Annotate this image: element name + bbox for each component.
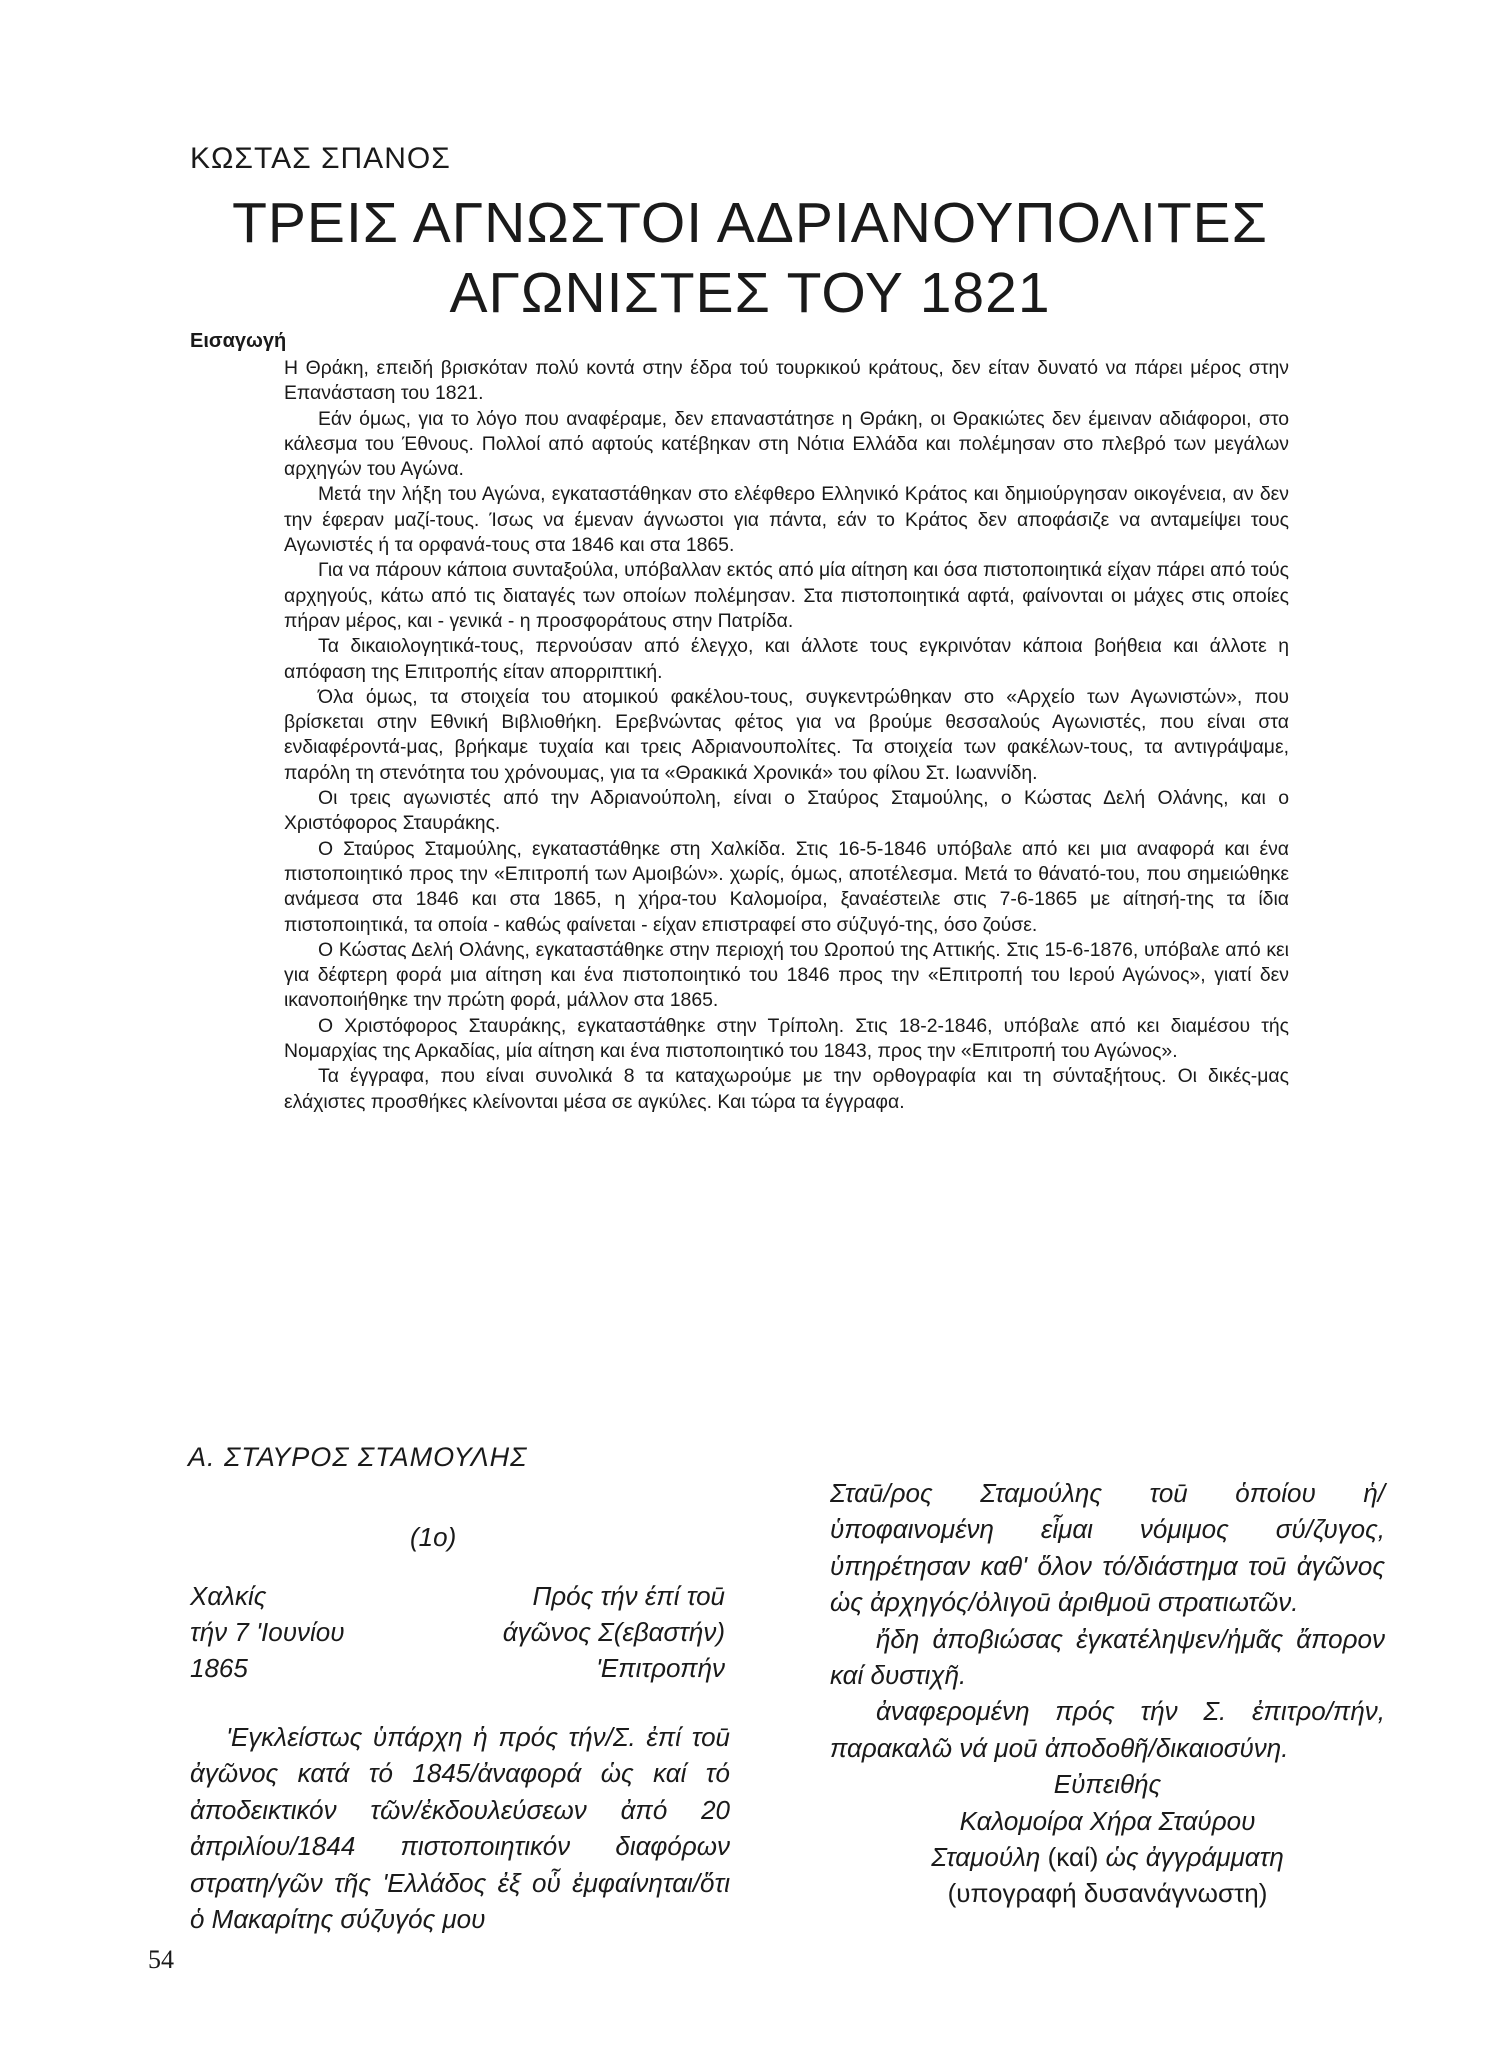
intro-paragraph: Για να πάρουν κάποια συνταξούλα, υπόβαλλαν εκτός από μία αίτηση και όσα πιστοποιητικά είχαν πάρει από τούς αρχηγούς, κάτω από τις διαταγές των οποίων πολέμησαν. Στα πιστοποιητικά αφτά, φαίνονται οι μάχες στις οποίες πήραν μέρος, και - γενικά - η προσφοράτους στην Πατρίδα. [284,559,1289,632]
intro-paragraph: Τα δικαιολογητικά-τους, περνούσαν από έλεγχο, και άλλοτε τους εγκρινόταν κάποια βοήθεια και άλλοτε η απόφαση της Επιτροπής είταν απορριπτική. [284,635,1289,683]
section-title: Α. ΣΤΑΥΡΟΣ ΣΤΑΜΟΥΛΗΣ [188,1442,528,1472]
article-title [160,188,1340,328]
page-number: 54 [148,1945,174,1974]
intro-paragraph: Οι τρεις αγωνιστές από την Αδριανούπολη, είναι ο Σταύρος Σταμούλης, ο Κώστας Δελή Ολάνης, και ο Χριστόφορος Σταυράκης. [284,787,1289,835]
document-paragraph: ἀναφερομένη πρός τήν Σ. ἐπιτρο/πήν, παρακαλῶ νά μοū ἀποδοθῆ/δικαιοσύνη. [830,1696,1385,1763]
signature-note: (υπογραφή δυσανάγνωστη) [947,1878,1268,1909]
closing-word: Εὐπειθής [1053,1769,1162,1800]
addressee-line: 'Επιτροπήν [595,1653,725,1683]
addressee-line: Πρός τήν έπί τοū [532,1581,725,1611]
intro-paragraph: Ο Χριστόφορος Σταυράκης, εγκαταστάθηκε στην Τρίπολη. Στις 18-2-1846, υπόβαλε από κει διαμέσου τής Νομαρχίας της Αρκαδίας, μία αίτηση και ένα πιστοποιητικό του 1843, προς την «Επιτροπή του Αγώνος». [284,1014,1289,1063]
intro-paragraph: Όλα όμως, τα στοιχεία του ατομικού φακέλου-τους, συγκεντρώθηκαν στο «Αρχείο των Αγωνιστών», που βρίσκεται στην Εθνική Βιβλιοθήκη. Ερεβνώντας φέτος για να βρούμε θεσσαλούς Αγωνιστές, που είναι στα ενδιαφέροντά-μας, βρήκαμε τυχαία και τρεις Αδριανουπολίτες. Τα στοιχεία των φακέλων-τους, τα αντιγράψαμε, παρόλη τη στενότητα του χρόνουμας, για τα «Θρακικά Χρονικά» του φίλου Στ. Ιωαννίδη. [284,685,1289,784]
document-text-right [830,1475,1385,1912]
document-paragraph: 'Εγκλείστως ὑπάρχη ἡ πρός τήν/Σ. ἐπί τοū ἀγῶνος κατά τό 1845/ἀναφορά ὡς καί τό ἀποδεικτικόν τῶν/ἐκδουλεύσεων ἀπό 20 ἀπριλίου/1844 πιστοποιητικόν διαφόρων στρατη/γῶν τῆς 'Ελλάδος ἐξ οὗ ἐμφαίνηται/ὅτι ὁ Μακαρίτης σύζυγός μου [190,1722,730,1935]
document-text-left [190,1719,730,1937]
intro-paragraph: Ο Σταύρος Σταμούλης, εγκαταστάθηκε στη Χαλκίδα. Στις 16-5-1846 υπόβαλε από κει μια αναφορά και ένα πιστοποιητικό προς την «Επιτροπή των Αμοιβών». χωρίς, όμως, αποτέλεσμα. Μετά το θάνατό-του, που σημειώθηκε ανάμεσα στα 1846 και στα 1865, η χήρα-του Καλομοίρα, ξαναέστειλε στις 7-6-1865 με αίτησή-της τα ίδια πιστοποιητικά, τα οποία - καθώς φαίνεται - είχαν επιστραφεί στο σύζυγό-της, όσο ζούσε. [284,837,1289,936]
document-place-date [190,1578,430,1686]
intro-paragraph: Εάν όμως, για το λόγο που αναφέραμε, δεν επαναστάτησε η Θράκη, οι Θρακιώτες δεν έμειναν αδιάφοροι, στο κάλεσμα του Έθνους. Πολλοί από αφτούς κατέβηκαν στη Νότια Ελλάδα και πολέμησαν στο πλεβρό των μεγάλων αρχηγών του Αγώνα. [284,407,1289,481]
intro-paragraph: Μετά την λήξη του Αγώνα, εγκαταστάθηκαν στο ελέφθερο Ελληνικό Κράτος και δημιούργησαν οικογένεια, αν δεν την έφεραν μαζί-τους. Ίσως να έμεναν άγνωστοι για πάντα, εάν το Κράτος δεν αποφάσιζε να ανταμείψει τους Αγωνιστές ή τα ορφανά-τους στα 1846 και στα 1865. [284,483,1289,557]
intro-heading: Εισαγωγή [190,330,287,352]
intro-paragraph: Ο Κώστας Δελή Ολάνης, εγκαταστάθηκε στην περιοχή του Ωροπού της Αττικής. Στις 15-6-1876, υπόβαλε από κει για δέφτερη φορά μια αίτηση και ένα πιστοποιητικό του 1846 προς την «Επιτροπή του Ιερού Αγώνος», γιατί δεν ικανοποιήθηκε την πρώτη φορά, μάλλον στα 1865. [284,938,1289,1012]
signature-line: Καλομοίρα Χήρα Σταύρου [959,1805,1256,1836]
year-line: 1865 [190,1653,248,1683]
signature-line-2 [830,1839,1385,1875]
intro-paragraph: Τα έγγραφα, που είναι συνολικά 8 τα καταχωρούμε με την ορθογραφία και τη σύνταξήτους. Οι δικές-μας ελάχιστες προσθήκες κλείνονται μέσα σε αγκύλες. Και τώρα τα έγγραφα. [284,1065,1289,1113]
signature-surname: Σταμούλη [931,1842,1041,1873]
author-name: ΚΩΣΤΑΣ ΣΠΑΝΟΣ [190,142,451,175]
place-line: Χαλκίς [190,1581,267,1611]
intro-body [284,356,1289,1115]
title-line-2: ΑΓΩΝΙΣΤΕΣ ΤΟΥ 1821 [449,261,1051,325]
document-paragraph: ἤδη ἀποβιώσας ἐγκατέληψεν/ἡμᾶς ἄπορον καί δυστιχῆ. [830,1623,1385,1691]
date-line: τήν 7 'Ιουνίου [190,1617,345,1647]
signature-rest: ὡς ἀγγράμματη [1105,1842,1284,1873]
addressee-line: άγῶνος Σ(εβαστήν) [502,1617,725,1647]
intro-paragraph: Η Θράκη, επειδή βρισκόταν πολύ κοντά στην έδρα τού τουρκικού κράτους, δεν είταν δυνατό να πάρει μέρος στην Επανάσταση του 1821. [284,357,1289,405]
title-line-1: ΤΡΕΙΣ ΑΓΝΩΣΤΟΙ ΑΔΡΙΑΝΟΥΠΟΛΙΤΕΣ [232,191,1268,255]
signature-bracket: (καί) [1047,1842,1099,1873]
document-paragraph: Σταū/ρος Σταμούλης τοū ὁποίου ἡ/ ὑποφαινομένη εἶμαι νόμιμος σύ/ζυγος, ὑπηρέτησαν καθ' ὅλον τό/διάστημα τοū ἀγῶνος ὡς ἀρχηγός/ὀλιγοū ἀριθμοū στρατιωτῶν. [830,1478,1385,1618]
document-addressee [440,1578,725,1686]
document-number: (1ο) [410,1522,457,1552]
